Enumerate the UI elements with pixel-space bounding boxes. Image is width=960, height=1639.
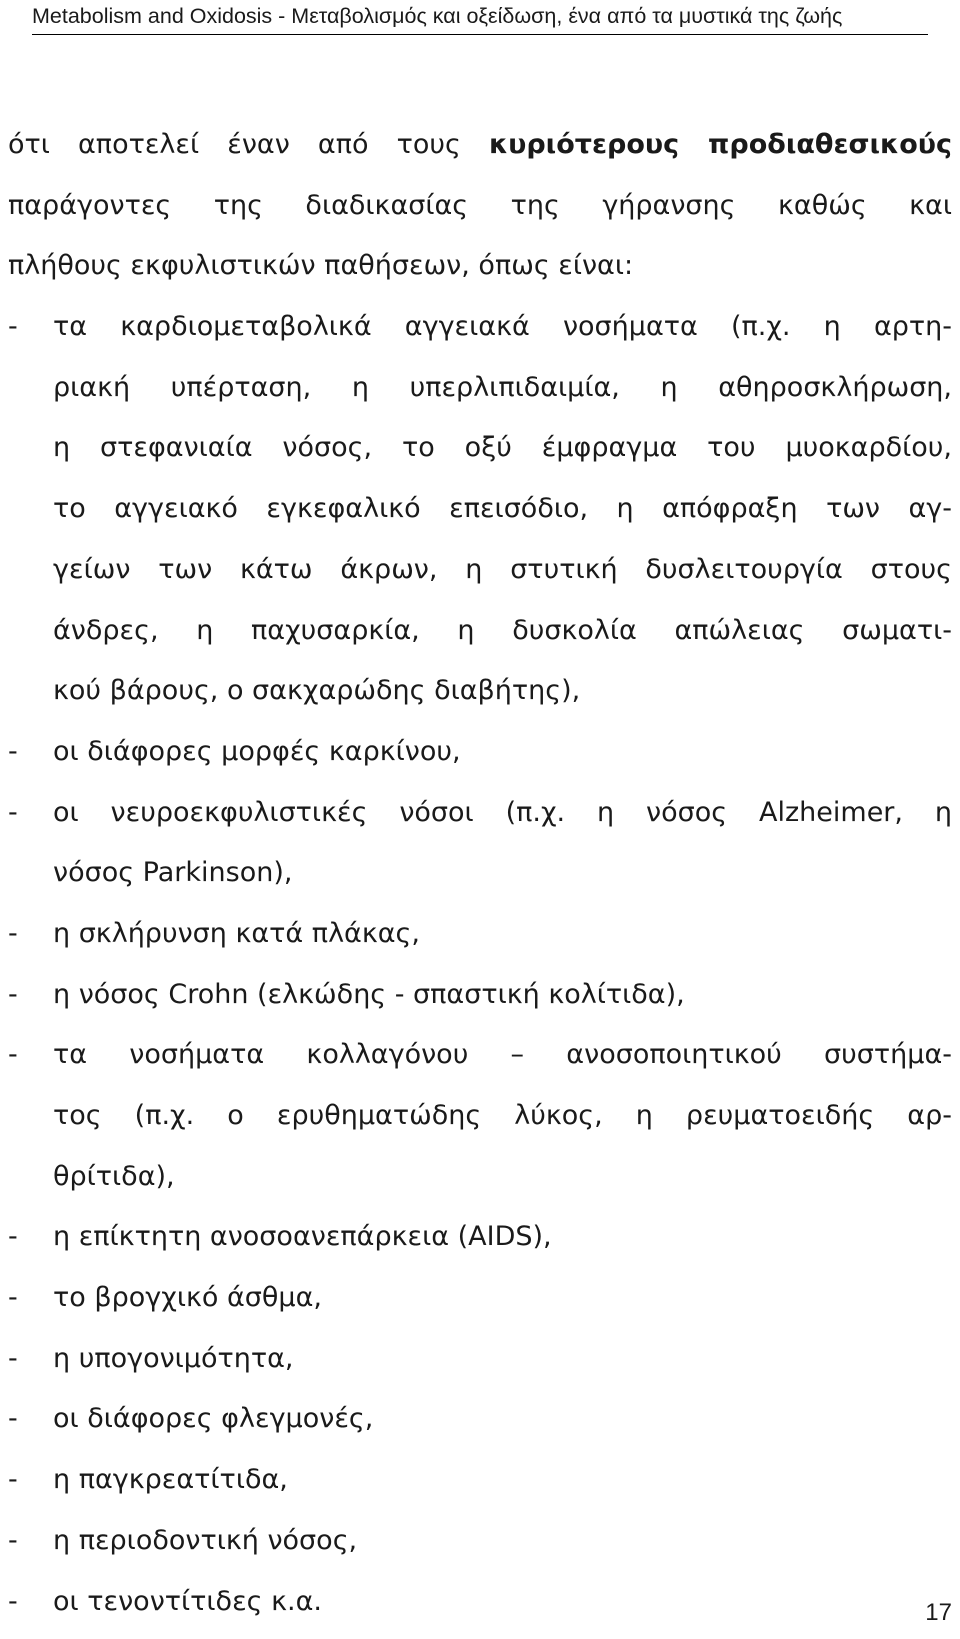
list-item <box>8 1572 952 1633</box>
list-item-text <box>53 904 952 965</box>
list-item <box>8 1450 952 1511</box>
list-dash: - <box>8 1221 18 1253</box>
list-dash: - <box>8 735 18 767</box>
list-dash: - <box>8 1585 18 1617</box>
list-dash: - <box>8 1342 18 1374</box>
list-item <box>8 783 952 904</box>
list-item-line: άνδρες, η παχυσαρκία, η δυσκολία απώλειας σωματι- <box>53 614 952 646</box>
list-item-text <box>53 1572 952 1633</box>
list-item-text <box>53 1025 952 1207</box>
intro-paragraph <box>8 115 952 297</box>
list-item-line: η νόσος Crohn (ελκώδης - σπαστική κολίτιδα), <box>53 978 685 1010</box>
list-item-line: τος (π.χ. ο ερυθηματώδης λύκος, η ρευματοειδής αρ- <box>53 1100 952 1131</box>
intro-text: ότι αποτελεί έναν από τους <box>8 129 461 160</box>
intro-line: πλήθους εκφυλιστικών παθήσεων, όπως είναι: <box>8 250 634 282</box>
list-item-line: η επίκτητη ανοσοανεπάρκεια (AIDS), <box>53 1221 552 1253</box>
list-item-text <box>53 1511 952 1572</box>
list-item-line: η παγκρεατίτιδα, <box>53 1464 288 1496</box>
list-dash: - <box>8 311 18 343</box>
list-item-line: τα νοσήματα κολλαγόνου – ανοσοποιητικού συστήμα- <box>53 1039 952 1071</box>
list-item-line: η υπογονιμότητα, <box>53 1342 294 1374</box>
list-item-line: η στεφανιαία νόσος, το οξύ έμφραγμα του μυοκαρδίου, <box>53 432 952 464</box>
list-item <box>8 965 952 1026</box>
list-dash: - <box>8 1039 18 1071</box>
list-item-text <box>53 965 952 1026</box>
list-item-line: η σκλήρυνση κατά πλάκας, <box>53 917 420 949</box>
list-item-line: το βρογχικό άσθμα, <box>53 1282 322 1314</box>
list-item-line: τα καρδιομεταβολικά αγγειακά νοσήματα (π.χ. η αρτη- <box>53 311 952 343</box>
list-item-line: οι διάφορες μορφές καρκίνου, <box>53 735 461 767</box>
list-dash: - <box>8 1403 18 1435</box>
list-item-line: το αγγειακό εγκεφαλικό επεισόδιο, η απόφραξη των αγ- <box>53 493 952 525</box>
list-item-text <box>53 297 952 722</box>
list-dash: - <box>8 1524 18 1556</box>
list-item <box>8 1329 952 1390</box>
intro-line: παράγοντες της διαδικασίας της γήρανσης καθώς και <box>8 189 952 221</box>
list-item <box>8 1511 952 1572</box>
running-header: Metabolism and Oxidosis - Μεταβολισμός και οξείδωση, ένα από τα μυστικά της ζωής <box>32 4 843 28</box>
list-item-line: η περιοδοντική νόσος, <box>53 1524 358 1556</box>
list-item-text <box>53 1207 952 1268</box>
list-item <box>8 1207 952 1268</box>
list-item <box>8 1025 952 1207</box>
list-item-line: ριακή υπέρταση, η υπερλιπιδαιμία, η αθηροσκλήρωση, <box>53 371 952 403</box>
list-item-line: οι τενοντίτιδες κ.α. <box>53 1585 322 1617</box>
list-item-line: γείων των κάτω άκρων, η στυτική δυσλειτουργία στους <box>53 553 952 585</box>
list-item-text <box>53 1268 952 1329</box>
list-item-text <box>53 1450 952 1511</box>
list-dash: - <box>8 796 18 828</box>
list-dash: - <box>8 917 18 949</box>
list-dash: - <box>8 1282 18 1314</box>
list-item <box>8 1389 952 1450</box>
list-item <box>8 297 952 722</box>
list-item-line: κού βάρους, ο σακχαρώδης διαβήτης), <box>53 675 581 707</box>
intro-bold-text: κυριότερους προδιαθεσικούς <box>488 129 952 160</box>
body-text <box>8 115 952 1632</box>
list-item-line: οι διάφορες φλεγμονές, <box>53 1403 374 1435</box>
list-item-text <box>53 1329 952 1390</box>
list-item-text <box>53 783 952 904</box>
list-item <box>8 904 952 965</box>
list-dash: - <box>8 978 18 1010</box>
list-item <box>8 722 952 783</box>
list-item <box>8 1268 952 1329</box>
list-item-line: θρίτιδα), <box>53 1160 175 1192</box>
header-rule <box>32 34 928 35</box>
list-item-line: νόσος Parkinson), <box>53 857 293 889</box>
intro-line <box>8 115 952 176</box>
list-item-text <box>53 1389 952 1450</box>
page-number: 17 <box>925 1599 952 1626</box>
list-item-line: οι νευροεκφυλιστικές νόσοι (π.χ. η νόσος Alzheimer, η <box>53 796 952 828</box>
list-dash: - <box>8 1464 18 1496</box>
list-item-text <box>53 722 952 783</box>
